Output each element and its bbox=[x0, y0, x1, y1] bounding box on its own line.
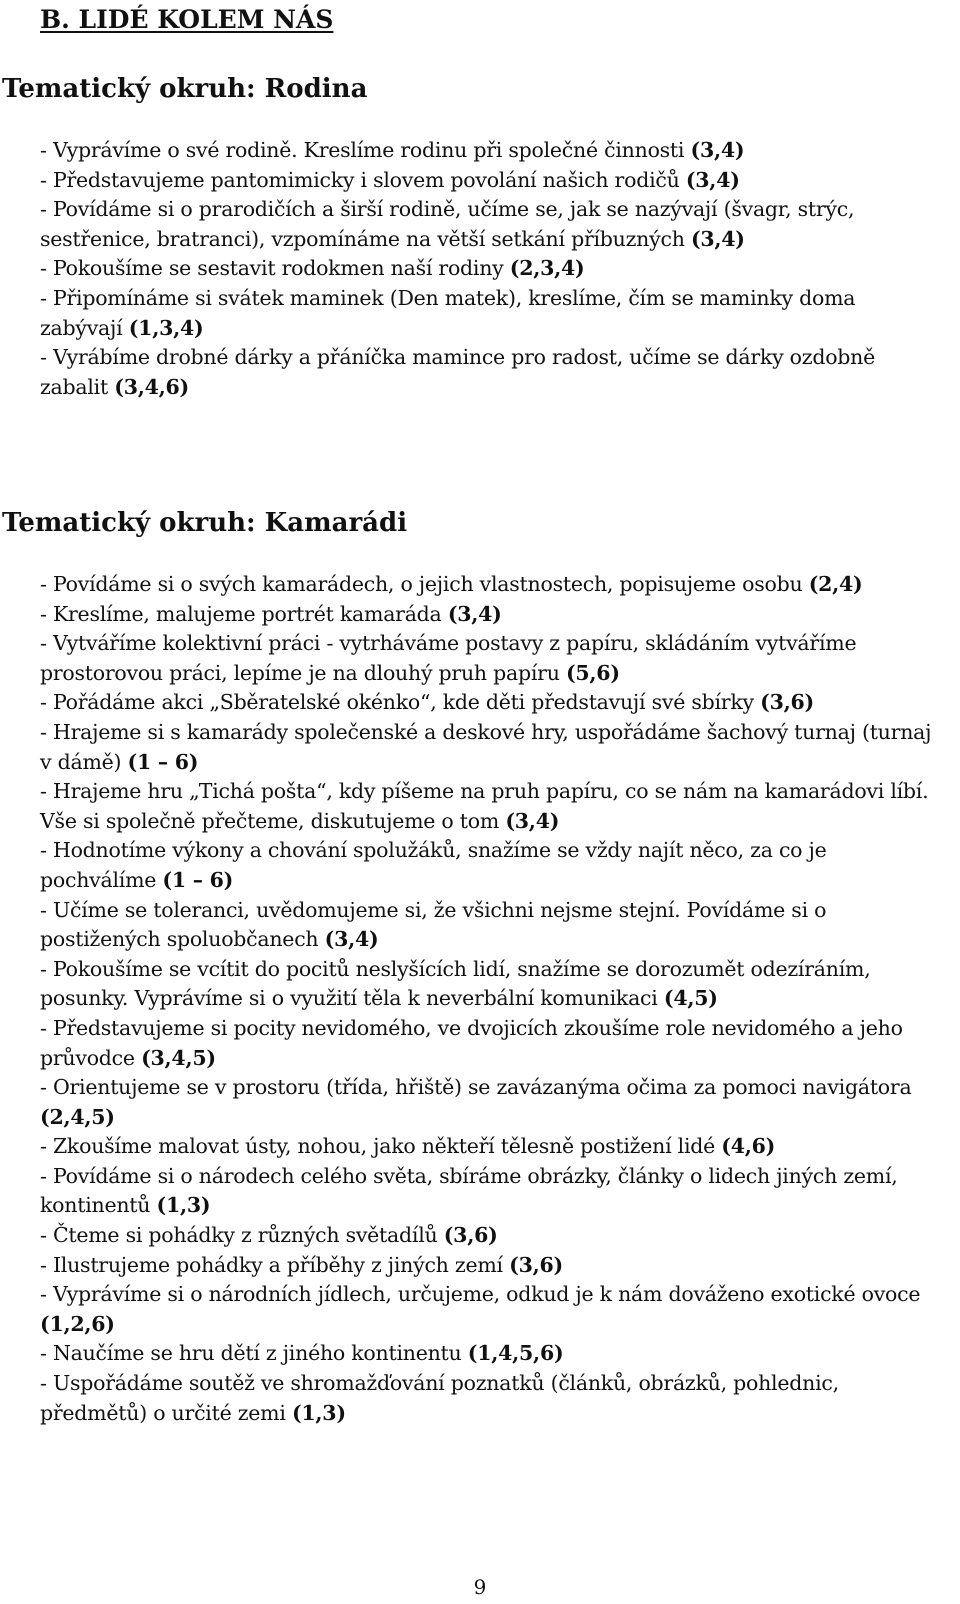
activity-item bbox=[40, 254, 940, 284]
activity-reference: (3,4) bbox=[690, 138, 745, 162]
section-heading-kamaradi: Tematický okruh: Kamarádi bbox=[2, 508, 408, 538]
activity-item bbox=[40, 718, 940, 777]
activity-item bbox=[40, 1339, 940, 1369]
activity-reference: (3,4) bbox=[324, 927, 379, 952]
section-heading-rodina: Tematický okruh: Rodina bbox=[2, 74, 368, 104]
activity-item bbox=[40, 284, 940, 343]
activity-item bbox=[40, 136, 940, 166]
activity-item bbox=[40, 1280, 940, 1339]
activity-text: - Hodnotíme výkony a chování spolužáků, snažíme se vždy najít něco, za co je pochválíme bbox=[40, 838, 827, 892]
activity-text: - Hrajeme si s kamarády společenské a deskové hry, uspořádáme šachový turnaj (turnaj v dámě) bbox=[40, 719, 932, 774]
activity-item bbox=[40, 1073, 940, 1132]
activity-text: - Představujeme pantomimicky i slovem povolání našich rodičů bbox=[40, 167, 680, 192]
activity-text: - Pokoušíme se vcítit do pocitů neslyšících lidí, snažíme se dorozumět odezíráním, posunky. Vyprávíme si o využití těla k neverbální komunikaci bbox=[40, 956, 871, 1011]
activity-reference: (2,3,4) bbox=[509, 256, 585, 281]
activity-item bbox=[40, 777, 940, 836]
activity-text: - Učíme se toleranci, uvědomujeme si, že všichni nejsme stejní. Povídáme si o postižených spoluobčanech bbox=[40, 897, 827, 952]
activity-item bbox=[40, 570, 940, 600]
activity-reference: (2,4,5) bbox=[40, 1104, 115, 1129]
kamaradi-activity-list bbox=[40, 570, 940, 1428]
activity-reference: (5,6) bbox=[565, 660, 620, 685]
activity-reference: (3,4,5) bbox=[141, 1045, 216, 1070]
activity-item bbox=[40, 629, 940, 688]
activity-text: - Povídáme si o prarodičích a širší rodině, učíme se, jak se nazývají (švagr, strýc, sestřenice, bratranci), vzpomínáme na větší setkání příbuzných bbox=[40, 197, 855, 251]
activity-item bbox=[40, 1162, 940, 1221]
page-heading: B. LIDÉ KOLEM NÁS bbox=[40, 5, 334, 34]
activity-text: - Hrajeme hru „Tichá pošta“, kdy píšeme na pruh papíru, co se nám na kamarádovi líbí. Vše si společně přečteme, diskutujeme o tom bbox=[40, 779, 929, 833]
activity-reference: (1,3) bbox=[291, 1400, 346, 1425]
activity-reference: (1,3) bbox=[156, 1193, 211, 1218]
activity-item bbox=[40, 600, 940, 630]
activity-item bbox=[40, 896, 940, 955]
activity-reference: (3,4) bbox=[685, 167, 740, 192]
activity-item bbox=[40, 955, 940, 1014]
activity-reference: (3,4) bbox=[690, 226, 745, 251]
activity-reference: (2,4) bbox=[808, 572, 863, 596]
activity-reference: (4,5) bbox=[663, 986, 718, 1011]
activity-text: - Povídáme si o národech celého světa, sbíráme obrázky, články o lidech jiných zemí, kontinentů bbox=[40, 1163, 898, 1218]
activity-text: - Naučíme se hru dětí z jiného kontinentu bbox=[40, 1341, 462, 1366]
page-number: 9 bbox=[473, 1575, 487, 1599]
activity-text: - Čteme si pohádky z různých světadílů bbox=[40, 1223, 438, 1248]
activity-reference: (3,6) bbox=[760, 690, 814, 715]
activity-text: - Pořádáme akci „Sběratelské okénko“, kde děti představují své sbírky bbox=[40, 690, 754, 715]
activity-text: - Představujeme si pocity nevidomého, ve dvojicích zkoušíme role nevidomého a jeho průvodce bbox=[40, 1015, 903, 1070]
activity-text: - Zkoušíme malovat ústy, nohou, jako někteří tělesně postižení lidé bbox=[40, 1134, 716, 1159]
activity-text: - Vytváříme kolektivní práci - vytrháváme postavy z papíru, skládáním vytváříme prostorovou práci, lepíme je na dlouhý pruh papíru bbox=[40, 631, 857, 685]
activity-text: - Vyrábíme drobné dárky a přáníčka mamince pro radost, učíme se dárky ozdobně zabalit bbox=[40, 345, 875, 399]
activity-reference: (3,4) bbox=[505, 808, 560, 833]
activity-item bbox=[40, 688, 940, 718]
activity-item bbox=[40, 1132, 940, 1162]
activity-reference: (4,6) bbox=[721, 1134, 776, 1159]
activity-item bbox=[40, 836, 940, 895]
activity-text: - Uspořádáme soutěž ve shromažďování poznatků (článků, obrázků, pohlednic, předmětů) o určité zemi bbox=[40, 1371, 839, 1425]
activity-item bbox=[40, 166, 940, 196]
activity-reference: (1 – 6) bbox=[127, 749, 199, 774]
activity-reference: (3,6) bbox=[509, 1252, 563, 1277]
activity-text: - Pokoušíme se sestavit rodokmen naší rodiny bbox=[40, 256, 504, 281]
activity-reference: (3,6) bbox=[443, 1223, 498, 1248]
activity-item bbox=[40, 1014, 940, 1073]
activity-text: - Povídáme si o svých kamarádech, o jejich vlastnostech, popisujeme osobu bbox=[40, 572, 803, 596]
activity-item bbox=[40, 1221, 940, 1251]
rodina-activity-list bbox=[40, 136, 940, 402]
activity-text: - Ilustrujeme pohádky a příběhy z jiných zemí bbox=[40, 1252, 503, 1277]
activity-reference: (3,4,6) bbox=[114, 374, 189, 399]
activity-item bbox=[40, 195, 940, 254]
activity-reference: (1 – 6) bbox=[162, 867, 234, 892]
activity-text: - Připomínáme si svátek maminek (Den matek), kreslíme, čím se maminky doma zabývají bbox=[40, 285, 856, 340]
activity-reference: (1,4,5,6) bbox=[467, 1341, 564, 1366]
activity-reference: (1,2,6) bbox=[40, 1311, 115, 1336]
activity-item bbox=[40, 1369, 940, 1428]
activity-text: - Vyprávíme si o národních jídlech, určujeme, odkud je k nám dováženo exotické ovoce bbox=[40, 1282, 921, 1307]
activity-reference: (3,4) bbox=[447, 601, 502, 626]
activity-item bbox=[40, 343, 940, 402]
activity-item bbox=[40, 1251, 940, 1281]
activity-text: - Kreslíme, malujeme portrét kamaráda bbox=[40, 601, 442, 626]
activity-reference: (1,3,4) bbox=[128, 315, 204, 340]
activity-text: - Orientujeme se v prostoru (třída, hřiště) se zavázanýma očima za pomoci navigátora bbox=[40, 1075, 912, 1100]
activity-text: - Vyprávíme o své rodině. Kreslíme rodinu při společné činnosti bbox=[40, 138, 685, 162]
